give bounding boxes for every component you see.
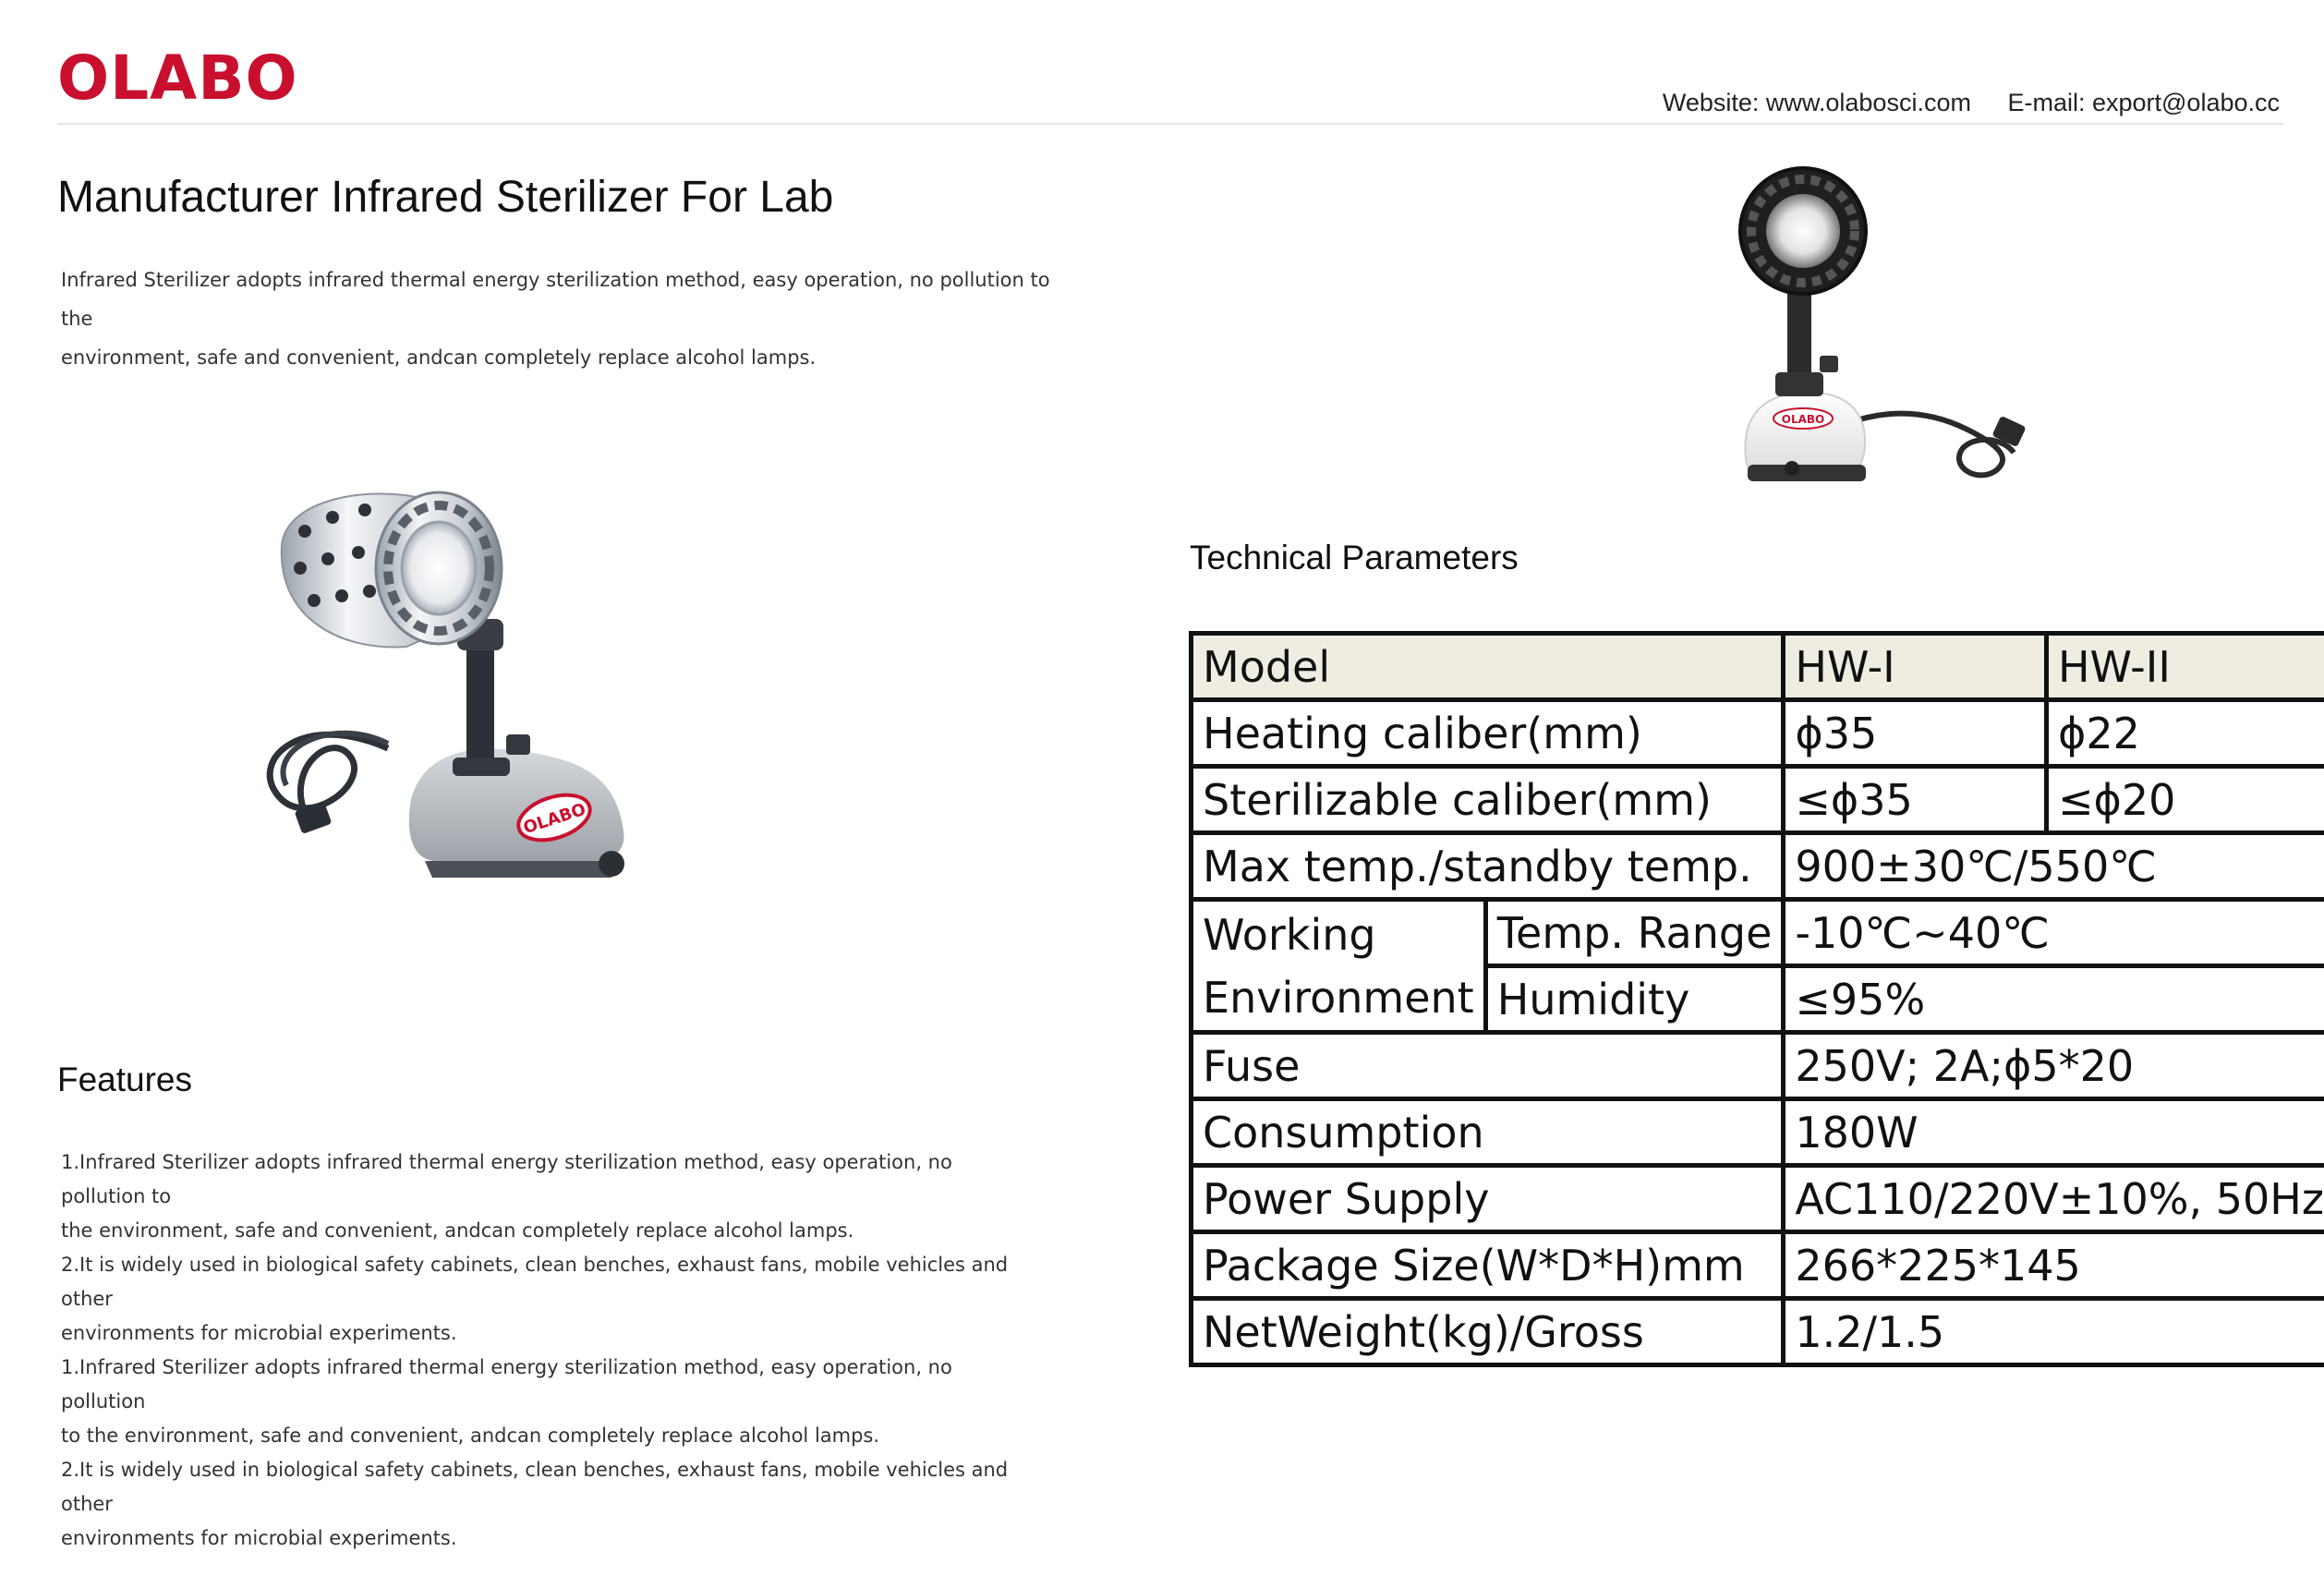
heating-label: Heating caliber(mm) [1192, 700, 1784, 767]
tech-params-heading: Technical Parameters [1190, 539, 1519, 576]
heating-hw2: ϕ22 [2046, 700, 2324, 767]
intro-line: environment, safe and convenient, andcan completely replace alcohol lamps. [61, 346, 817, 369]
sterilizable-label: Sterilizable caliber(mm) [1192, 767, 1784, 833]
email-text: E-mail: export@olabo.cc [2007, 89, 2280, 116]
product-image-black [1718, 152, 2032, 503]
contact-info [1633, 89, 2280, 117]
feature-line: to the environment, safe and convenient, andcan completely replace alcohol lamps. [61, 1424, 880, 1447]
weight-label: NetWeight(kg)/Gross [1192, 1299, 1784, 1365]
power-value: AC110/220V±10%, 50Hz [1784, 1166, 2324, 1232]
header-divider [57, 123, 2283, 125]
humidity-label: Humidity [1485, 966, 1784, 1033]
intro-paragraph [61, 261, 1059, 377]
table-row [1192, 767, 2324, 833]
maxtemp-value: 900±30℃/550℃ [1784, 833, 2324, 900]
table-row [1192, 833, 2324, 900]
left-badge-text: OLABO [521, 799, 588, 839]
feature-line: environments for microbial experiments. [61, 1322, 457, 1344]
sterilizable-hw1: ≤ϕ35 [1784, 767, 2047, 833]
model-hw2: HW-II [2046, 634, 2324, 700]
fuse-value: 250V; 2A;ϕ5*20 [1784, 1033, 2324, 1099]
table-row [1192, 1099, 2324, 1166]
model-hw1: HW-I [1784, 634, 2047, 700]
package-value: 266*225*145 [1784, 1232, 2324, 1299]
product-image-silver [249, 480, 684, 942]
table-row [1192, 1166, 2324, 1232]
sterilizable-hw2: ≤ϕ20 [2046, 767, 2324, 833]
fuse-label: Fuse [1192, 1033, 1784, 1099]
consumption-value: 180W [1784, 1099, 2324, 1166]
working-label-line: Working [1203, 909, 1376, 960]
model-label: Model [1192, 634, 1784, 700]
feature-line: 2.It is widely used in biological safety cabinets, clean benches, exhaust fans, mobile vehicles and other [61, 1459, 1009, 1515]
table-row [1192, 1033, 2324, 1099]
weight-value: 1.2/1.5 [1784, 1299, 2324, 1365]
feature-line: 1.Infrared Sterilizer adopts infrared thermal energy sterilization method, easy operation, no pollution [61, 1356, 952, 1412]
features-list [61, 1146, 1040, 1556]
temp-range-value: -10℃~40℃ [1784, 900, 2324, 966]
table-row [1192, 1299, 2324, 1365]
features-heading: Features [57, 1061, 193, 1098]
package-label: Package Size(W*D*H)mm [1192, 1232, 1784, 1299]
right-badge-text: OLABO [1781, 413, 1825, 426]
table-row [1192, 1232, 2324, 1299]
page-title: Manufacturer Infrared Sterilizer For Lab [57, 173, 834, 222]
table-row [1192, 700, 2324, 767]
website-text: Website: www.olabosci.com [1662, 89, 1971, 116]
table-row [1192, 634, 2324, 700]
heating-hw1: ϕ35 [1784, 700, 2047, 767]
consumption-label: Consumption [1192, 1099, 1784, 1166]
spec-table [1189, 631, 2324, 1367]
working-env-label [1192, 900, 1486, 1033]
intro-line: Infrared Sterilizer adopts infrared thermal energy sterilization method, easy operation, no pollution to the [61, 269, 1050, 330]
working-label-line: Environment [1203, 972, 1474, 1023]
maxtemp-label: Max temp./standby temp. [1192, 833, 1784, 900]
power-label: Power Supply [1192, 1166, 1784, 1232]
feature-line: 2.It is widely used in biological safety cabinets, clean benches, exhaust fans, mobile vehicles and other [61, 1254, 1009, 1310]
feature-line: 1.Infrared Sterilizer adopts infrared thermal energy sterilization method, easy operation, no pollution to [61, 1151, 952, 1207]
brand-logo: OLABO [57, 42, 298, 114]
temp-range-label: Temp. Range [1485, 900, 1784, 966]
feature-line: the environment, safe and convenient, andcan completely replace alcohol lamps. [61, 1219, 854, 1242]
feature-line: environments for microbial experiments. [61, 1527, 457, 1549]
table-row [1192, 900, 2324, 966]
humidity-value: ≤95% [1784, 966, 2324, 1033]
